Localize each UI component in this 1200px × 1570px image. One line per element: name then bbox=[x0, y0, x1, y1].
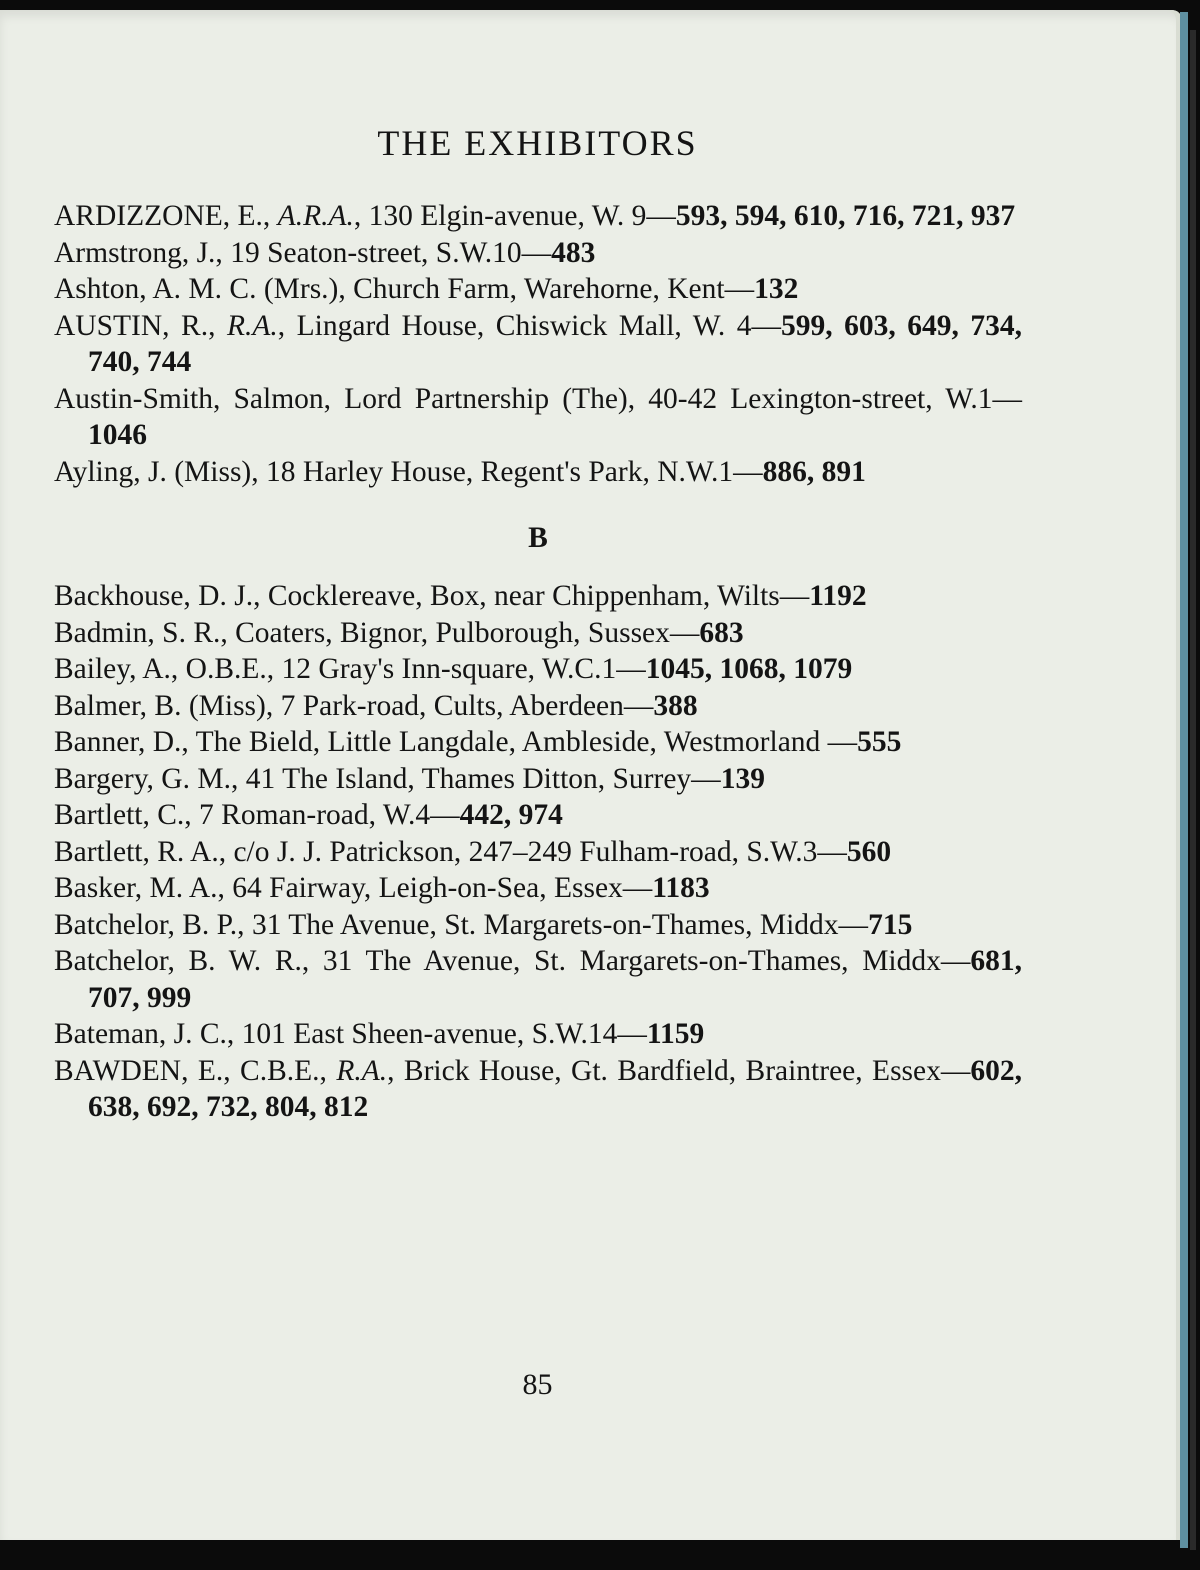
exhibitor-address: 41 The Island, Thames Ditton, Surrey— bbox=[245, 762, 721, 795]
exhibitor-name: Backhouse, D. J., bbox=[54, 580, 268, 612]
exhibitor-address: 18 Harley House, Regent's Park, N.W.1— bbox=[266, 455, 763, 488]
catalogue-numbers: 483 bbox=[551, 236, 596, 269]
exhibitor-entry bbox=[54, 724, 1022, 761]
exhibitor-entry bbox=[54, 615, 1022, 652]
exhibitor-name: Banner, D., bbox=[54, 726, 196, 758]
exhibitor-entry bbox=[54, 907, 1022, 944]
exhibitor-entry bbox=[54, 834, 1022, 871]
exhibitor-address: 64 Fairway, Leigh-on-Sea, Essex— bbox=[232, 872, 653, 904]
exhibitor-entry bbox=[54, 797, 1022, 834]
exhibitor-address: , Lingard House, Chiswick Mall, W. 4— bbox=[277, 309, 782, 342]
exhibitor-name: Austin-Smith, Salmon, Lord Partnership (The), bbox=[54, 382, 649, 415]
exhibitor-address: 40-42 Lexington-street, W.1— bbox=[648, 382, 1023, 415]
book-page bbox=[0, 10, 1182, 1540]
catalogue-numbers: 1045, 1068, 1079 bbox=[645, 653, 853, 685]
exhibitor-list bbox=[54, 198, 1022, 1126]
exhibitor-entry bbox=[54, 688, 1022, 725]
exhibitor-name: Ayling, J. (Miss), bbox=[54, 455, 267, 488]
exhibitor-name: Bateman, J. C., bbox=[54, 1018, 242, 1050]
exhibitor-address: c/o J. J. Patrickson, 247–249 Fulham-road, S.W.3— bbox=[233, 835, 847, 868]
book-edge-binding bbox=[1180, 12, 1188, 1548]
exhibitor-address: 31 The Avenue, St. Margarets-on-Thames, Middx— bbox=[322, 945, 971, 977]
exhibitor-address: The Bield, Little Langdale, Ambleside, Westmorland — bbox=[195, 726, 858, 758]
exhibitor-address: 19 Seaton-street, S.W.10— bbox=[230, 236, 552, 269]
exhibitor-honour: A.R.A. bbox=[277, 200, 354, 232]
exhibitor-address: Church Farm, Warehorne, Kent— bbox=[353, 273, 755, 305]
exhibitor-name: Balmer, B. (Miss), bbox=[54, 689, 281, 722]
exhibitor-entry bbox=[54, 308, 1022, 381]
exhibitor-name: BAWDEN, E., C.B.E., bbox=[54, 1054, 337, 1087]
catalogue-numbers: 1183 bbox=[652, 872, 710, 904]
catalogue-numbers: 1046 bbox=[88, 419, 147, 451]
catalogue-numbers: 602, 638, 692, 732, 804, 812 bbox=[88, 1054, 1022, 1123]
exhibitor-entry bbox=[54, 271, 1022, 308]
exhibitor-name: AUSTIN, R., bbox=[54, 309, 227, 342]
exhibitor-name: Batchelor, B. P., bbox=[54, 908, 252, 941]
page-title: THE EXHIBITORS bbox=[377, 123, 698, 163]
exhibitor-name: Bargery, G. M., bbox=[54, 762, 246, 795]
exhibitor-entry bbox=[54, 1016, 1022, 1053]
catalogue-numbers: 555 bbox=[857, 726, 902, 758]
exhibitor-entry bbox=[54, 943, 1022, 1016]
exhibitor-name: Basker, M. A., bbox=[54, 872, 233, 904]
exhibitor-name: Bartlett, R. A., bbox=[54, 835, 234, 868]
page-number: 85 bbox=[522, 1368, 553, 1401]
exhibitor-entry bbox=[54, 198, 1022, 235]
catalogue-numbers: 1159 bbox=[646, 1018, 705, 1050]
exhibitor-address: 12 Gray's Inn-square, W.C.1— bbox=[281, 653, 646, 685]
exhibitor-entry bbox=[54, 454, 1022, 491]
catalogue-numbers: 593, 594, 610, 716, 721, 937 bbox=[675, 200, 1016, 232]
catalogue-numbers: 599, 603, 649, 734, 740, 744 bbox=[88, 309, 1023, 378]
exhibitor-address: 31 The Avenue, St. Margarets-on-Thames, Middx— bbox=[251, 908, 869, 941]
exhibitor-name: Bailey, A., O.B.E., bbox=[54, 653, 282, 685]
book-edge-shadow bbox=[1190, 30, 1196, 1550]
exhibitor-entry bbox=[54, 381, 1022, 454]
catalogue-numbers: 442, 974 bbox=[459, 799, 563, 831]
catalogue-numbers: 560 bbox=[846, 835, 892, 868]
exhibitor-address: Cocklereave, Box, near Chippenham, Wilts— bbox=[267, 580, 810, 612]
exhibitor-address: Coaters, Bignor, Pulborough, Sussex— bbox=[235, 616, 700, 649]
exhibitor-honour: R.A. bbox=[226, 309, 278, 342]
exhibitor-name: Batchelor, B. W. R., bbox=[54, 945, 323, 977]
exhibitor-address: 101 East Sheen-avenue, S.W.14— bbox=[241, 1018, 647, 1050]
exhibitor-address: , 130 Elgin-avenue, W. 9— bbox=[353, 200, 676, 232]
catalogue-numbers: 139 bbox=[720, 762, 765, 795]
exhibitor-entry bbox=[54, 578, 1022, 615]
exhibitor-entry bbox=[54, 870, 1022, 907]
exhibitor-entry bbox=[54, 235, 1022, 272]
exhibitor-entry bbox=[54, 761, 1022, 798]
exhibitor-name: Ashton, A. M. C. (Mrs.), bbox=[54, 273, 354, 305]
catalogue-numbers: 388 bbox=[653, 689, 698, 722]
exhibitor-honour: R.A. bbox=[336, 1054, 388, 1087]
catalogue-numbers: 683 bbox=[699, 616, 744, 649]
exhibitor-name: Badmin, S. R., bbox=[54, 616, 236, 649]
catalogue-numbers: 132 bbox=[754, 273, 799, 305]
exhibitor-entry bbox=[54, 651, 1022, 688]
exhibitor-name: Armstrong, J., bbox=[54, 236, 231, 269]
exhibitor-address: , Brick House, Gt. Bardfield, Braintree, Essex— bbox=[387, 1054, 971, 1087]
exhibitor-name: Bartlett, C., bbox=[54, 799, 200, 831]
exhibitor-name: ARDIZZONE, E., bbox=[54, 200, 278, 232]
catalogue-numbers: 715 bbox=[868, 908, 913, 941]
exhibitor-address: 7 Park-road, Cults, Aberdeen— bbox=[280, 689, 654, 722]
catalogue-numbers: 1192 bbox=[809, 580, 867, 612]
catalogue-numbers: 886, 891 bbox=[762, 455, 866, 488]
exhibitor-entry bbox=[54, 1053, 1022, 1126]
exhibitor-address: 7 Roman-road, W.4— bbox=[199, 799, 460, 831]
catalogue-numbers: 681, 707, 999 bbox=[88, 945, 1022, 1014]
section-heading-b: B bbox=[528, 522, 548, 554]
